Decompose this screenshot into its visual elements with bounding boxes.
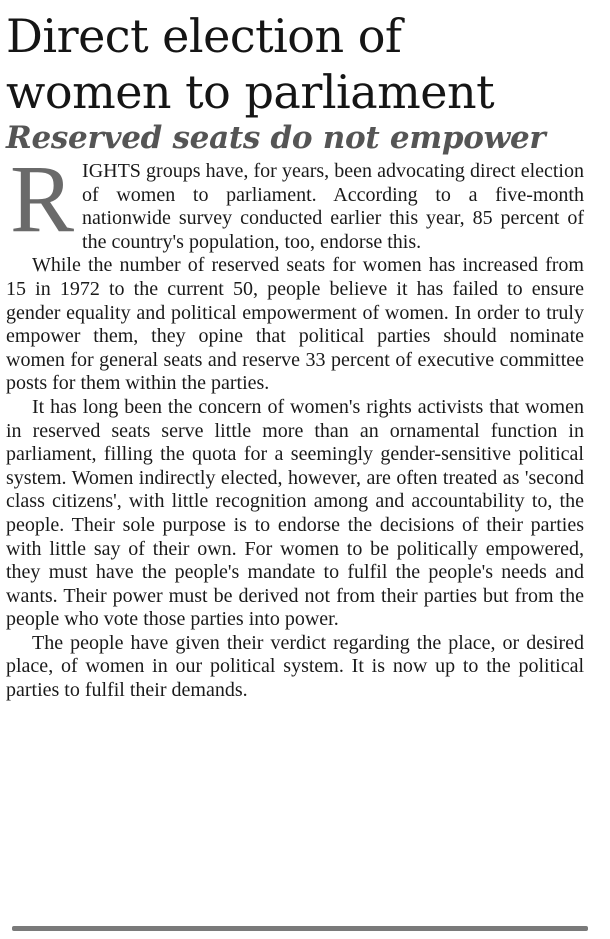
paragraph-1-text: IGHTS groups have, for years, been advocating direct election of women to parliament. According to a five-month nationwide survey conducted earlier this year, 85 percent of the country's population, too, endorse this. <box>82 160 584 253</box>
drop-cap: R <box>10 145 75 252</box>
bottom-divider <box>12 926 588 931</box>
paragraph-3: It has long been the concern of women's rights activists that women in reserved seats serve little more than an ornamental function in parliament, filling the quota for a seemingly gender-sensitive political system. Women indirectly elected, however, are often treated as 'second class citizens', with little recognition among and accountability to, the people. Their sole purpose is to endorse the decisions of their parties with little say of their own. For women to be politically empowered, they must have the people's mandate to fulfil the people's needs and wants. Their power must be derived not from their parties but from the people who vote those parties into power. <box>6 395 584 631</box>
article-body <box>6 145 584 703</box>
paragraph-1 <box>6 145 584 254</box>
paragraph-4: The people have given their verdict regarding the place, or desired place, of women in our political system. It is now up to the political parties to fulfil their demands. <box>6 631 584 702</box>
subheadline: Reserved seats do not empower <box>6 120 546 156</box>
headline <box>6 8 584 120</box>
article <box>6 8 584 703</box>
headline-line-2: women to parliament <box>6 65 495 119</box>
paragraph-2: While the number of reserved seats for women has increased from 15 in 1972 to the current 50, people believe it has failed to ensure gender equality and political empowerment of women. In order to truly empower them, they opine that political parties should nominate women for general seats and reserve 33 percent of executive committee posts for them within the parties. <box>6 254 584 395</box>
headline-line-1: Direct election of <box>6 9 402 63</box>
